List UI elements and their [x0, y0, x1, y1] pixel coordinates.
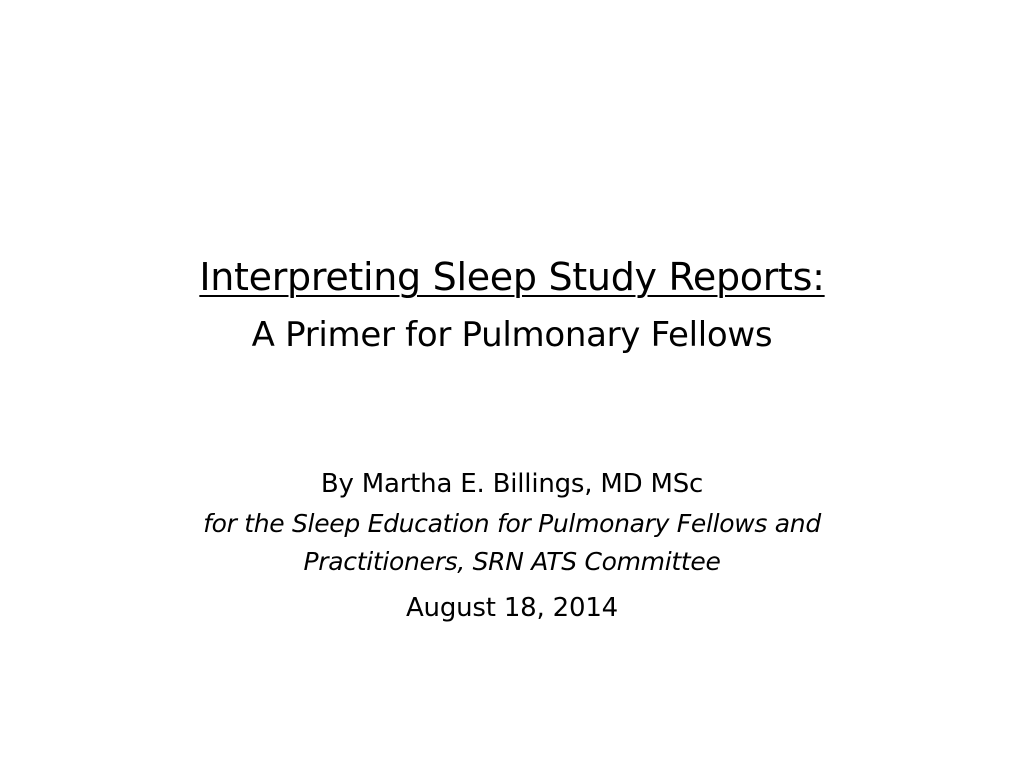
- title-block: [40, 246, 984, 362]
- presentation-date: August 18, 2014: [405, 593, 619, 623]
- byline-block: [180, 463, 844, 629]
- author-line: By Martha E. Billings, MD MSc: [320, 469, 704, 499]
- affiliation-line: for the Sleep Education for Pulmonary Fellows and Practitioners, SRN ATS Committee: [203, 509, 821, 576]
- slide-title: Interpreting Sleep Study Reports:: [199, 255, 825, 299]
- slide-subtitle: A Primer for Pulmonary Fellows: [251, 315, 773, 355]
